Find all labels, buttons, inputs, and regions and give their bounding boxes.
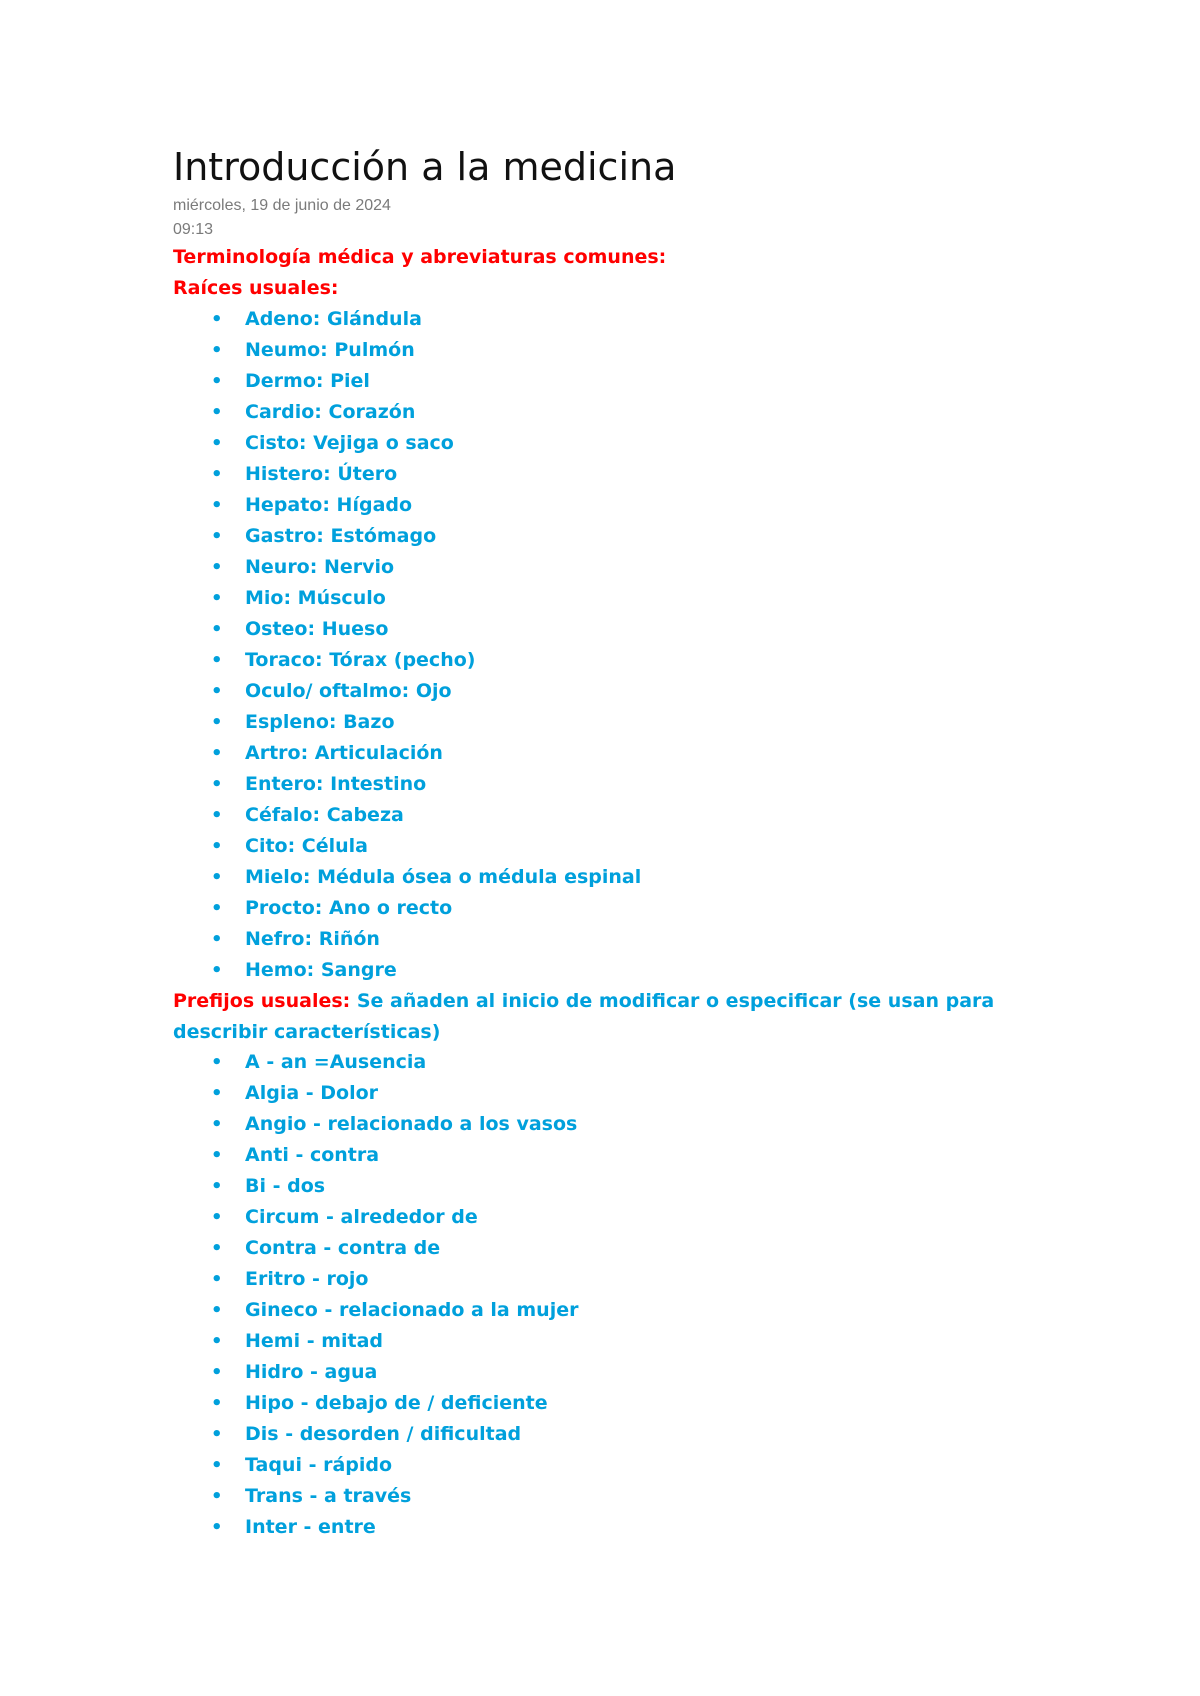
note-page — [173, 140, 1033, 1543]
list-item-text: Cardio: Corazón — [245, 401, 416, 423]
list-item-text: Circum - alrededor de — [245, 1206, 478, 1228]
list-item-text: Contra - contra de — [245, 1237, 441, 1259]
list-item-text: Dis - desorden / dificultad — [245, 1423, 522, 1445]
list-item-text: Mio: Músculo — [245, 587, 386, 609]
list-item — [173, 1202, 1033, 1233]
bullet-icon: • — [211, 433, 223, 454]
bullet-icon: • — [211, 1455, 223, 1476]
bullet-icon: • — [211, 1269, 223, 1290]
list-item-text: Cito: Célula — [245, 835, 369, 857]
list-item-text: Hidro - agua — [245, 1361, 378, 1383]
bullet-icon: • — [211, 898, 223, 919]
bullet-icon: • — [211, 1362, 223, 1383]
list-item — [173, 335, 1033, 366]
list-item — [173, 1171, 1033, 1202]
list-item — [173, 1078, 1033, 1109]
list-item — [173, 366, 1033, 397]
list-item — [173, 924, 1033, 955]
list-item-text: Nefro: Riñón — [245, 928, 380, 950]
list-item-text: Eritro - rojo — [245, 1268, 369, 1290]
list-item — [173, 1233, 1033, 1264]
list-item — [173, 955, 1033, 986]
bullet-icon: • — [211, 1331, 223, 1352]
list-item — [173, 1388, 1033, 1419]
list-item-text: Adeno: Glándula — [245, 308, 422, 330]
list-item — [173, 800, 1033, 831]
list-item — [173, 397, 1033, 428]
bullet-icon: • — [211, 1145, 223, 1166]
bullet-icon: • — [211, 526, 223, 547]
bullet-icon: • — [211, 371, 223, 392]
list-item-text: Gastro: Estómago — [245, 525, 437, 547]
list-item — [173, 893, 1033, 924]
list-item-text: Angio - relacionado a los vasos — [245, 1113, 578, 1135]
list-item-text: Hepato: Hígado — [245, 494, 413, 516]
list-item-text: Dermo: Piel — [245, 370, 370, 392]
list-item-text: Histero: Útero — [245, 463, 398, 485]
list-item — [173, 1357, 1033, 1388]
list-item — [173, 769, 1033, 800]
note-time: 09:13 — [173, 221, 214, 238]
list-item — [173, 1295, 1033, 1326]
list-item-text: Inter - entre — [245, 1516, 376, 1538]
list-item-text: Céfalo: Cabeza — [245, 804, 404, 826]
prefixes-paragraph — [173, 986, 1033, 1047]
list-item-text: Toraco: Tórax (pecho) — [245, 649, 476, 671]
bullet-icon: • — [211, 402, 223, 423]
section-heading: Terminología médica y abreviaturas comunes: — [173, 246, 667, 268]
list-item — [173, 1481, 1033, 1512]
list-item — [173, 645, 1033, 676]
bullet-icon: • — [211, 1083, 223, 1104]
list-item-text: Oculo/ oftalmo: Ojo — [245, 680, 452, 702]
bullet-icon: • — [211, 743, 223, 764]
bullet-icon: • — [211, 1424, 223, 1445]
list-item — [173, 614, 1033, 645]
list-item-text: Entero: Intestino — [245, 773, 427, 795]
bullet-icon: • — [211, 774, 223, 795]
bullet-icon: • — [211, 464, 223, 485]
list-item — [173, 862, 1033, 893]
list-item — [173, 521, 1033, 552]
bullet-icon: • — [211, 712, 223, 733]
bullet-icon: • — [211, 557, 223, 578]
list-item-text: Gineco - relacionado a la mujer — [245, 1299, 579, 1321]
list-item — [173, 1264, 1033, 1295]
list-item-text: Hemi - mitad — [245, 1330, 384, 1352]
list-item — [173, 304, 1033, 335]
roots-heading: Raíces usuales: — [173, 277, 339, 299]
bullet-icon: • — [211, 960, 223, 981]
prefixes-heading: Prefijos usuales: — [173, 990, 351, 1012]
bullet-icon: • — [211, 929, 223, 950]
bullet-icon: • — [211, 340, 223, 361]
list-item-text: Trans - a través — [245, 1485, 412, 1507]
list-item-text: Osteo: Hueso — [245, 618, 389, 640]
bullet-icon: • — [211, 681, 223, 702]
list-item-text: Cisto: Vejiga o saco — [245, 432, 454, 454]
list-item — [173, 1419, 1033, 1450]
bullet-icon: • — [211, 588, 223, 609]
list-item — [173, 583, 1033, 614]
bullet-icon: • — [211, 1114, 223, 1135]
list-item — [173, 707, 1033, 738]
list-item — [173, 1450, 1033, 1481]
list-item — [173, 676, 1033, 707]
list-item — [173, 490, 1033, 521]
bullet-icon: • — [211, 867, 223, 888]
list-item-text: Mielo: Médula ósea o médula espinal — [245, 866, 642, 888]
list-item-text: Espleno: Bazo — [245, 711, 395, 733]
bullet-icon: • — [211, 1486, 223, 1507]
list-item — [173, 459, 1033, 490]
list-item — [173, 1047, 1033, 1078]
list-item — [173, 428, 1033, 459]
bullet-icon: • — [211, 1238, 223, 1259]
list-item — [173, 1512, 1033, 1543]
bullet-icon: • — [211, 1300, 223, 1321]
list-item-text: Neumo: Pulmón — [245, 339, 415, 361]
bullet-icon: • — [211, 650, 223, 671]
bullet-icon: • — [211, 309, 223, 330]
list-item-text: Taqui - rápido — [245, 1454, 393, 1476]
page-title: Introducción a la medicina — [173, 145, 677, 189]
list-item-text: Neuro: Nervio — [245, 556, 395, 578]
list-item-text: Anti - contra — [245, 1144, 380, 1166]
roots-list — [173, 304, 1033, 986]
list-item-text: A - an =Ausencia — [245, 1051, 427, 1073]
list-item — [173, 738, 1033, 769]
bullet-icon: • — [211, 1393, 223, 1414]
list-item-text: Hipo - debajo de / deficiente — [245, 1392, 548, 1414]
list-item — [173, 1140, 1033, 1171]
bullet-icon: • — [211, 1207, 223, 1228]
bullet-icon: • — [211, 1176, 223, 1197]
list-item — [173, 1326, 1033, 1357]
list-item — [173, 1109, 1033, 1140]
list-item-text: Hemo: Sangre — [245, 959, 397, 981]
note-date: miércoles, 19 de junio de 2024 — [173, 197, 391, 214]
list-item-text: Procto: Ano o recto — [245, 897, 453, 919]
list-item — [173, 831, 1033, 862]
list-item-text: Algia - Dolor — [245, 1082, 379, 1104]
list-item-text: Bi - dos — [245, 1175, 326, 1197]
bullet-icon: • — [211, 836, 223, 857]
bullet-icon: • — [211, 619, 223, 640]
bullet-icon: • — [211, 495, 223, 516]
bullet-icon: • — [211, 1052, 223, 1073]
prefixes-description: Se añaden al inicio de modificar o especificar (se usan para describir características) — [173, 990, 995, 1043]
prefixes-list — [173, 1047, 1033, 1543]
list-item — [173, 552, 1033, 583]
bullet-icon: • — [211, 805, 223, 826]
list-item-text: Artro: Articulación — [245, 742, 443, 764]
bullet-icon: • — [211, 1517, 223, 1538]
